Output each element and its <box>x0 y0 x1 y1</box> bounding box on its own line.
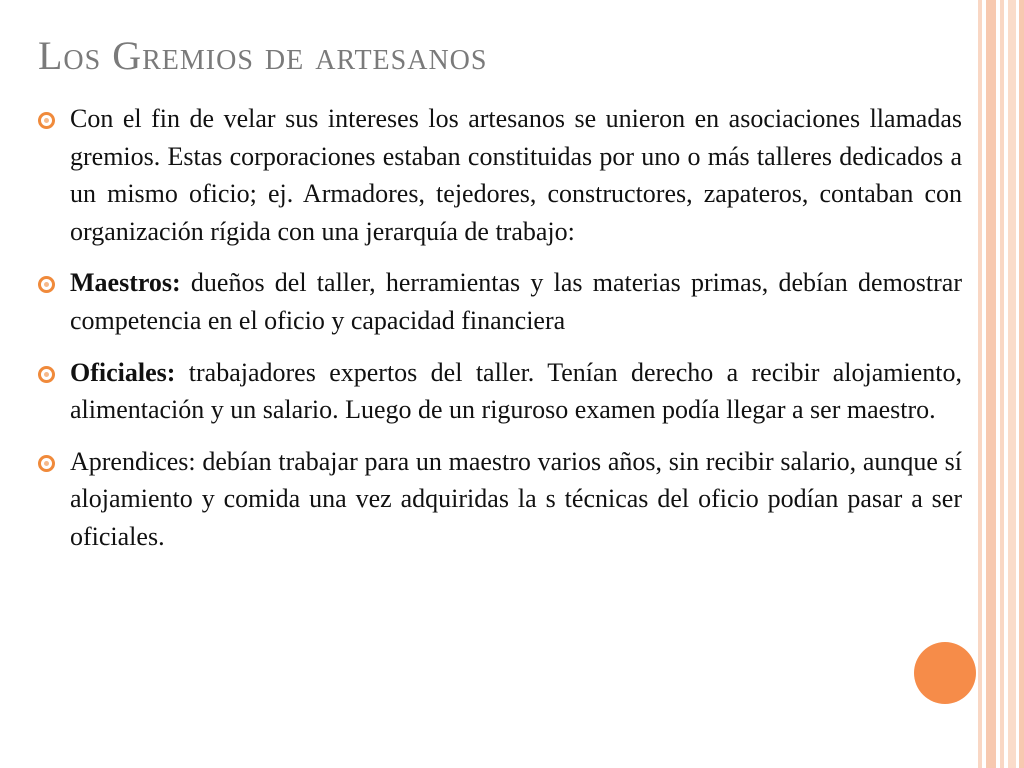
circle-bullet-icon <box>38 455 55 472</box>
bullet-list <box>36 100 962 570</box>
decorative-stripe <box>1019 0 1024 768</box>
bullet-item-oficiales <box>36 354 962 429</box>
circle-bullet-icon <box>38 112 55 129</box>
bullet-term: Oficiales: <box>70 357 176 387</box>
circle-bullet-icon <box>38 276 55 293</box>
decorative-stripe <box>986 0 996 768</box>
bullet-item-gremios <box>36 100 962 250</box>
decorative-stripe <box>978 0 982 768</box>
bullet-text: trabajadores expertos del taller. Tenían derecho a recibir alojamiento, alimentación y un salario. Luego de un riguroso examen podía llegar a ser maestro. <box>70 357 962 425</box>
bullet-text: Con el fin de velar sus intereses los artesanos se unieron en asociaciones llamadas gremios. Estas corporaciones estaban constituidas por uno o más talleres dedicados a un mismo oficio; ej. Armadores, tejedores, constructores, zapateros, contaban con organización rígida con una jerarquía de trabajo: <box>70 104 962 246</box>
circle-bullet-icon <box>38 366 55 383</box>
accent-circle <box>914 642 976 704</box>
decorative-stripe <box>1000 0 1004 768</box>
bullet-item-maestros <box>36 264 962 339</box>
slide-title: Los Gremios de artesanos <box>38 33 488 78</box>
bullet-text: Aprendices: debían trabajar para un maestro varios años, sin recibir salario, aunque sí alojamiento y comida una vez adquiridas la s técnicas del oficio podían pasar a ser oficiales. <box>70 446 962 551</box>
bullet-term: Maestros: <box>70 268 181 298</box>
bullet-text: dueños del taller, herramientas y las materias primas, debían demostrar competencia en el oficio y capacidad financiera <box>70 268 962 335</box>
decorative-stripe <box>1008 0 1016 768</box>
bullet-item-aprendices <box>36 443 962 556</box>
